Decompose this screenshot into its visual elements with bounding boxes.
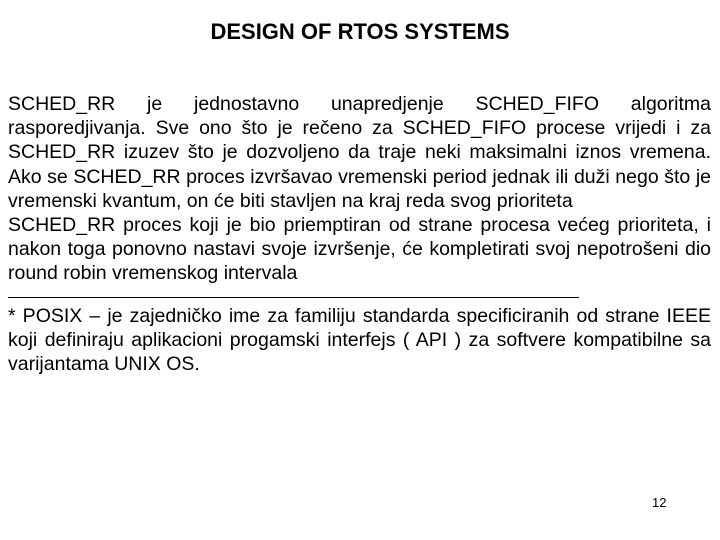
slide-title: DESIGN OF RTOS SYSTEMS <box>210 19 510 44</box>
paragraph-sched-rr-intro: SCHED_RR je jednostavno unapredjenje SCHED_FIFO algoritma rasporedjivanja. Sve ono što je rečeno za SCHED_FIFO procese vrijedi i za SCHED_RR izuzev što je dozvoljeno da traje neki maksimalni iznos vremena. Ako se SCHED_RR proces izvršavao vremenski period jednak ili duži nego što je vremenski kvantum, on će biti stavljen na kraj reda svog prioriteta <box>8 93 711 212</box>
slide-body <box>8 92 711 376</box>
page-number: 12 <box>652 495 667 510</box>
paragraph-sched-rr-preemption: SCHED_RR proces koji je bio priemptiran od strane procesa većeg prioriteta, i nakon toga ponovno nastavi svoje izvršenje, će kompletirati svoj nepotrošeni dio round robin vremenskog intervala <box>8 214 711 285</box>
footnote-posix: * POSIX – je zajedničko ime za familiju standarda specificiranih od strane IEEE koji definiraju aplikacioni progamski interfejs ( API ) za softvere kompatibilne sa varijantama UNIX OS. <box>8 304 711 376</box>
footnote-separator <box>8 297 579 298</box>
